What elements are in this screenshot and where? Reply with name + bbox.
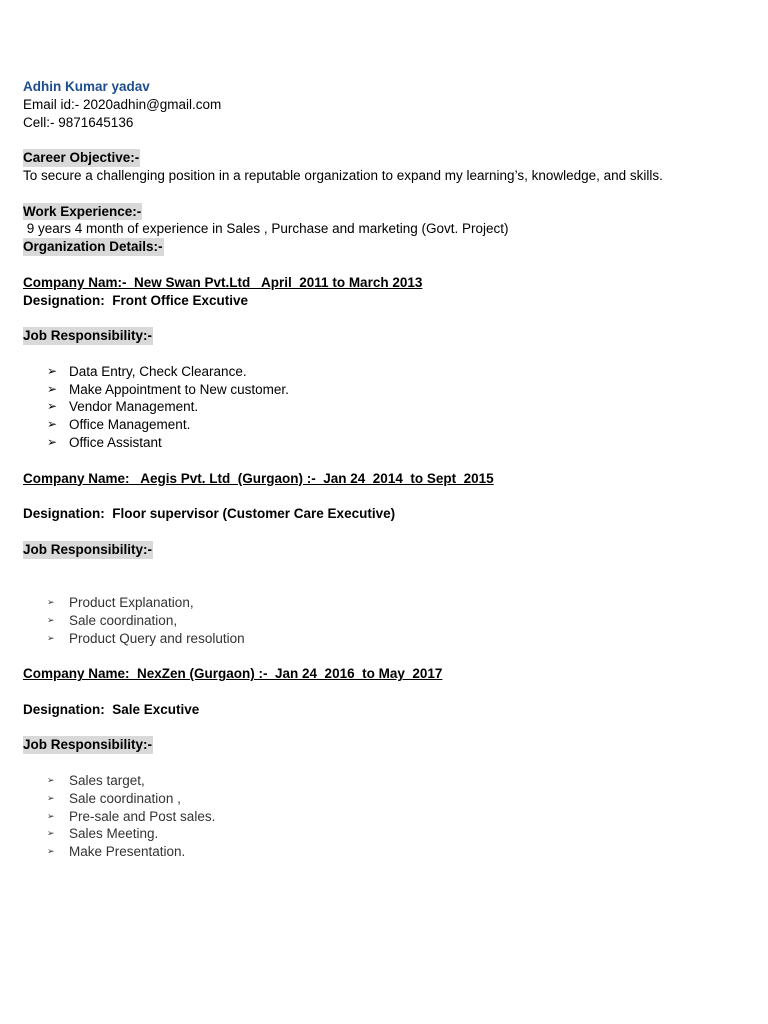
company-heading: Company Nam:- New Swan Pvt.Ltd April 2011 to March 2013 xyxy=(23,274,423,290)
list-item: ➢ Sale coordination , xyxy=(47,790,181,806)
job-responsibility-heading: Job Responsibility:- xyxy=(23,737,153,753)
responsibility-list xyxy=(23,594,743,647)
job-responsibility-heading: Job Responsibility:- xyxy=(23,328,153,344)
list-item: ➢ Make Presentation. xyxy=(47,844,186,860)
bullet-arrow-icon: ➢ xyxy=(47,434,58,449)
bullet-arrow-icon: ➢ xyxy=(47,846,55,857)
list-item: ➢ Vendor Management. xyxy=(47,399,199,415)
resume-document xyxy=(23,78,743,861)
bullet-arrow-icon: ➢ xyxy=(47,417,58,432)
company-heading: Company Name: NexZen (Gurgaon) :- Jan 24 2016 to May 2017 xyxy=(23,666,443,682)
list-item: ➢ Product Query and resolution xyxy=(47,630,245,646)
list-item: ➢ Product Explanation, xyxy=(47,595,194,611)
job-responsibility-heading: Job Responsibility:- xyxy=(23,541,153,557)
bullet-arrow-icon: ➢ xyxy=(47,775,55,786)
bullet-arrow-icon: ➢ xyxy=(47,828,55,839)
list-item: ➢ Make Appointment to New customer. xyxy=(47,381,289,397)
organization-details-heading: Organization Details:- xyxy=(23,239,163,255)
list-item: ➢ Sale coordination, xyxy=(47,612,178,628)
company-heading: Company Name: Aegis Pvt. Ltd (Gurgaon) :- Jan 24 2014 to Sept 2015 xyxy=(23,470,494,486)
list-item: ➢ Office Management. xyxy=(47,417,191,433)
bullet-arrow-icon: ➢ xyxy=(47,614,55,625)
bullet-arrow-icon: ➢ xyxy=(47,792,55,803)
cell-line: Cell:- 9871645136 xyxy=(23,114,134,130)
candidate-name: Adhin Kumar yadav xyxy=(23,79,150,94)
designation: Designation: Floor supervisor (Customer Care Executive) xyxy=(23,506,396,522)
responsibility-list xyxy=(23,363,743,452)
list-item: ➢ Sales target, xyxy=(47,773,145,789)
bullet-arrow-icon: ➢ xyxy=(47,363,58,378)
bullet-arrow-icon: ➢ xyxy=(47,381,58,396)
responsibility-list xyxy=(23,772,743,861)
bullet-arrow-icon: ➢ xyxy=(47,399,58,414)
list-item: ➢ Sales Meeting. xyxy=(47,826,159,842)
bullet-arrow-icon: ➢ xyxy=(47,597,55,608)
list-item: ➢ Data Entry, Check Clearance. xyxy=(47,363,247,379)
work-experience-heading: Work Experience:- xyxy=(23,203,142,219)
career-objective-heading: Career Objective:- xyxy=(23,150,140,166)
designation: Designation: Front Office Excutive xyxy=(23,292,249,308)
career-objective-text: To secure a challenging position in a reputable organization to expand my learning’s, knowledge, and skills. xyxy=(23,167,663,183)
work-experience-text: 9 years 4 month of experience in Sales , Purchase and marketing (Govt. Project) xyxy=(23,221,509,237)
designation: Designation: Sale Excutive xyxy=(23,701,200,717)
email-line: Email id:- 2020adhin@gmail.com xyxy=(23,96,222,112)
list-item: ➢ Pre-sale and Post sales. xyxy=(47,808,216,824)
bullet-arrow-icon: ➢ xyxy=(47,810,55,821)
bullet-arrow-icon: ➢ xyxy=(47,632,55,643)
list-item: ➢ Office Assistant xyxy=(47,434,162,450)
